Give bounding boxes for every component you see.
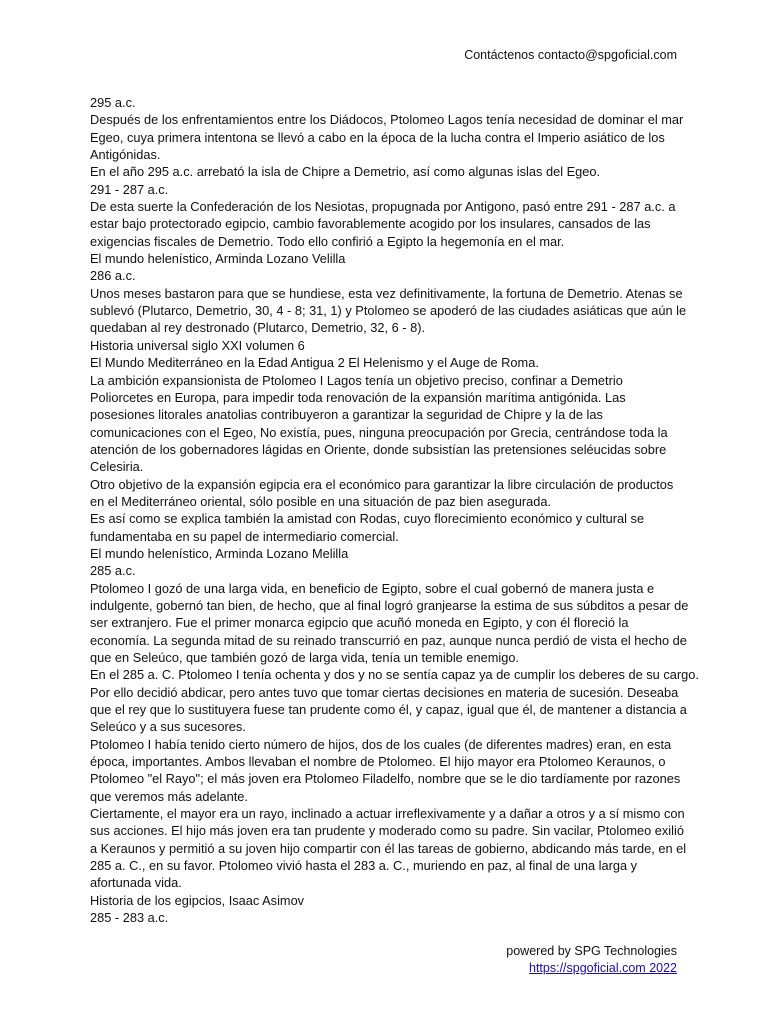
- powered-by-text: powered by SPG Technologies: [506, 944, 677, 958]
- text-line: Es así como se explica también la amistad con Rodas, cuyo florecimiento económico y cultural se: [90, 511, 645, 527]
- text-line: El Mundo Mediterráneo en la Edad Antigua 2 El Helenismo y el Auge de Roma.: [90, 355, 539, 371]
- text-line: en el Mediterráneo oriental, sólo posible en una situación de paz bien asegurada.: [90, 493, 552, 509]
- text-line: El mundo helenístico, Arminda Lozano Melilla: [90, 545, 349, 561]
- text-line: quedaban al rey destronado (Plutarco, Demetrio, 32, 6 - 8).: [90, 320, 426, 336]
- text-line: En el año 295 a.c. arrebató la isla de Chipre a Demetrio, así como algunas islas del Egeo.: [90, 164, 601, 180]
- text-line: Ciertamente, el mayor era un rayo, inclinado a actuar irreflexivamente y a dañar a otros y a sí mismo con: [90, 806, 685, 822]
- text-line: que veremos más adelante.: [90, 788, 248, 804]
- text-line: Seleúco y a sus sucesores.: [90, 719, 246, 735]
- contact-text: Contáctenos contacto@spgoficial.com: [464, 48, 677, 62]
- text-line: atención de los gobernadores lágidas en Oriente, donde subsistían las pretensiones seléucidas sobre: [90, 441, 667, 457]
- text-line: Historia de los egipcios, Isaac Asimov: [90, 892, 305, 908]
- text-line: Ptolomeo "el Rayo"; el más joven era Ptolomeo Filadelfo, nombre que se le dio tardíamente por razones: [90, 771, 681, 787]
- text-line: 286 a.c.: [90, 268, 136, 284]
- text-line: De esta suerte la Confederación de los Nesiotas, propugnada por Antigono, pasó entre 291 - 287 a.c. a: [90, 199, 676, 215]
- text-line: comunicaciones con el Egeo, No existía, pues, ninguna preocupación por Grecia, centrándose toda la: [90, 424, 668, 440]
- text-line: fundamentaba en su papel de intermediario comercial.: [90, 528, 399, 544]
- text-line: ser extranjero. Fue el primer monarca egipcio que acuñó moneda en Egipto, y con él floreció la: [90, 615, 629, 631]
- text-line: Historia universal siglo XXI volumen 6: [90, 337, 305, 353]
- text-line: En el 285 a. C. Ptolomeo I tenía ochenta y dos y no se sentía capaz ya de cumplir los deberes de su cargo.: [90, 667, 699, 683]
- text-line: 285 a.c.: [90, 563, 136, 579]
- text-line: exigencias fiscales de Demetrio. Todo ello confirió a Egipto la hegemonía en el mar.: [90, 233, 565, 249]
- text-line: 285 a. C., en su favor. Ptolomeo vivió hasta el 283 a. C., muriendo en paz, al final de una larga y: [90, 858, 638, 874]
- text-line: que en Seleúco, que también gozó de larga vida, tenía un temible enemigo.: [90, 650, 519, 665]
- text-line: 291 - 287 a.c.: [90, 181, 169, 197]
- text-line: Después de los enfrentamientos entre los Diádocos, Ptolomeo Lagos tenía necesidad de dominar el mar: [90, 112, 684, 128]
- text-line: posesiones litorales anatolias contribuyeron a garantizar la seguridad de Chipre y la de las: [90, 407, 603, 423]
- text-line: Poliorcetes en Europa, para impedir toda renovación de la expansión marítima antigónida. Las: [90, 389, 626, 405]
- page-footer: [506, 943, 677, 977]
- text-line: Unos meses bastaron para que se hundiese, esta vez definitivamente, la fortuna de Demetrio. Atenas se: [90, 285, 683, 301]
- text-line: El mundo helenístico, Arminda Lozano Velilla: [90, 251, 346, 267]
- text-line: afortunada vida.: [90, 875, 182, 891]
- text-line: indulgente, gobernó tan bien, de hecho, que al final logró granjearse la estima de sus súbditos a pesar de: [90, 597, 689, 613]
- text-line: Egeo, cuya primera intentona se llevó a cabo en la época de la lucha contra el Imperio asiático de los: [90, 129, 665, 145]
- text-line: Ptolomeo I gozó de una larga vida, en beneficio de Egipto, sobre el cual gobernó de manera justa e: [90, 580, 655, 596]
- text-line: sublevó (Plutarco, Demetrio, 30, 4 - 8; 31, 1) y Ptolomeo se apoderó de las ciudades asiáticas que aún le: [90, 303, 687, 319]
- document-body: [90, 94, 699, 927]
- text-line: Por ello decidió abdicar, pero antes tuvo que tomar ciertas decisiones en materia de sucesión. Deseaba: [90, 684, 679, 700]
- text-line: Celesiria.: [90, 459, 144, 475]
- text-line: economía. La segunda mitad de su reinado transcurrió en paz, aunque nunca perdió de vista el hecho de: [90, 632, 687, 648]
- text-line: La ambición expansionista de Ptolomeo I Lagos tenía un objetivo preciso, confinar a Demetrio: [90, 372, 623, 388]
- page-header: [464, 47, 677, 64]
- text-line: 295 a.c.: [90, 95, 136, 110]
- text-line: a Keraunos y permitió a su joven hijo compartir con él las tareas de gobierno, abdicando más tarde, en el: [90, 840, 687, 856]
- text-line: Ptolomeo I había tenido cierto número de hijos, dos de los cuales (de diferentes madres) eran, en esta: [90, 736, 672, 752]
- text-line: época, importantes. Ambos llevaban el nombre de Ptolomeo. El hijo mayor era Ptolomeo Keraunos, o: [90, 754, 666, 770]
- text-line: Otro objetivo de la expansión egipcia era el económico para garantizar la libre circulación de productos: [90, 476, 674, 492]
- text-line: sus acciones. El hijo más joven era tan prudente y moderado como su padre. Sin vacilar, Ptolomeo exilió: [90, 823, 684, 839]
- text-line: estar bajo protectorado egipcio, cambio favorablemente acogido por los insulares, cansados de las: [90, 216, 651, 232]
- website-link[interactable]: https://spgoficial.com 2022: [529, 961, 677, 975]
- text-line: que el rey que lo sustituyera fuese tan prudente como él, y capaz, igual que él, de mantener a distancia a: [90, 702, 687, 718]
- text-line: 285 - 283 a.c.: [90, 910, 169, 926]
- text-line: Antigónidas.: [90, 147, 161, 163]
